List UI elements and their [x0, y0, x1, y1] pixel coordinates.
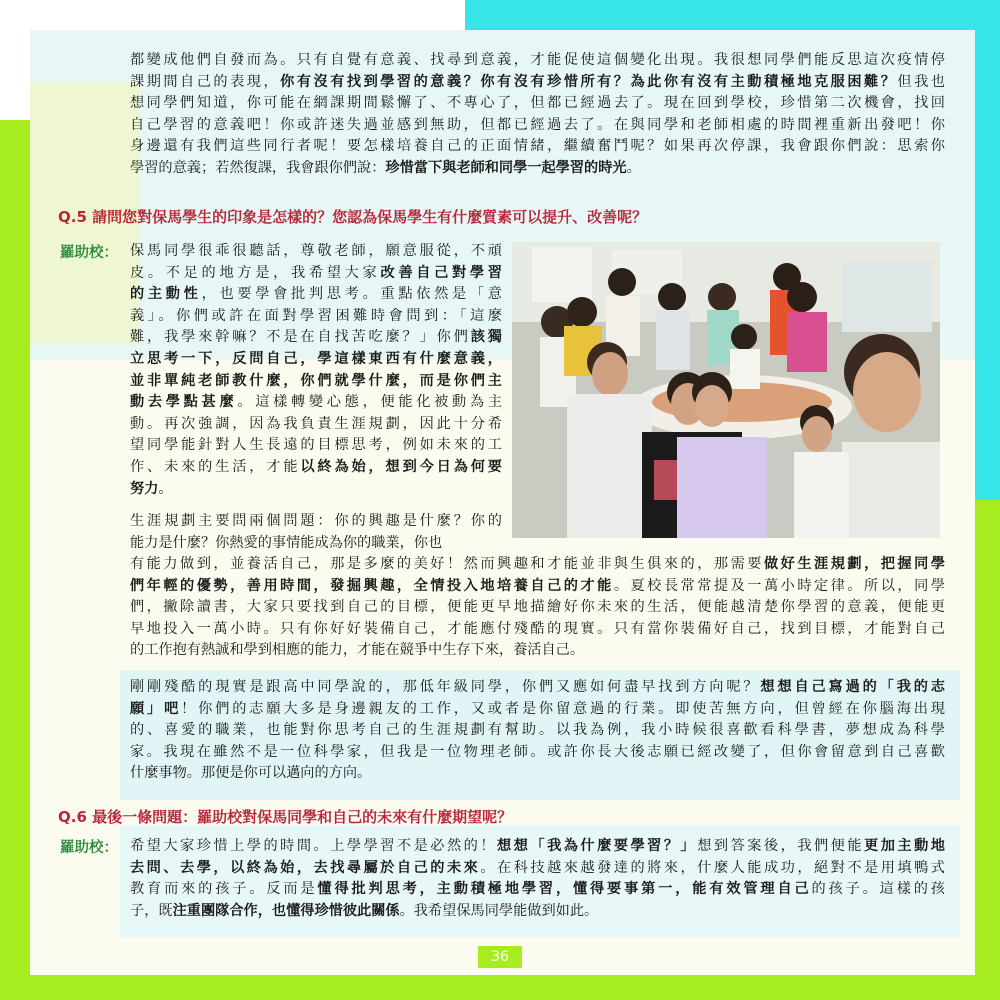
- text-line: [130, 136, 945, 158]
- text-line: [130, 619, 945, 641]
- text-line: [130, 879, 945, 901]
- bold-run: 做好生涯規劃，把握同學: [763, 556, 945, 572]
- text-run: 望同學能針對人生長遠的目標思考，例如未來的工: [130, 437, 502, 454]
- bold-run: 努力: [130, 480, 159, 497]
- accent-band-left: [0, 120, 30, 1000]
- text-run: 。: [158, 480, 173, 497]
- bold-run: 立思考一下，反問自己，學這樣東西有什麼意義，: [130, 350, 502, 367]
- text-run: 皮。不足的地方是，我希望大家: [130, 264, 381, 281]
- text-line: [130, 858, 945, 880]
- text-run: 家。我現在雖然不是一位科學家，但我是一位物理老師。或許你長大後志願已經改變了，但你會留意到自己喜歡: [130, 743, 945, 760]
- text-line: [130, 241, 502, 263]
- text-line: [130, 479, 502, 501]
- text-run: 能力是什麼？你熱愛的事情能成為你的職業，你也: [130, 534, 443, 551]
- text-line: [130, 371, 502, 393]
- bold-run: 更加主動地: [864, 838, 945, 854]
- bold-run: 你有沒有找到學習的意義？你有沒有珍惜所有？為此你有沒有主動積極地克服困難？: [280, 73, 898, 90]
- text-line: [130, 435, 502, 457]
- bold-run: 動去學點甚麼: [130, 394, 238, 411]
- text-run: ，也要學會批判思考。重點依然是「意: [201, 286, 502, 303]
- text-line: [130, 158, 945, 180]
- text-run: 身邊還有我們這些同行者呢！要怎樣培養自己的正面情緒，繼續奮鬥呢？如果再次停課，我會跟你們說：思索你: [130, 138, 945, 155]
- text-run: 作、未來的生活，才能: [130, 458, 301, 475]
- text-run: 們，撇除讀書，大家只要找到自己的目標，便能更早地描繪好你未來的生活，便能越清楚你學習的意義，便能更: [130, 599, 945, 616]
- text-line: [130, 263, 502, 285]
- text-run: 保馬同學很乖很聽話，尊敬老師，願意服從，不頑: [130, 243, 502, 259]
- text-run: 但我也: [897, 73, 945, 90]
- text-run: 的、喜愛的職業，也能對你思考自己的生涯規劃有幫助。以我為例，我小時候很喜歡看科學書，夢想成為科學: [130, 722, 945, 739]
- text-line: [130, 115, 945, 137]
- text-run: 都變成他們自發而為。只有自覺有意義、找尋到意義，才能促使這個變化出現。我很想同學們能反思這次疫情停: [130, 52, 945, 68]
- text-run: 。這樣轉變心態，便能化被動為主: [237, 394, 502, 411]
- bold-run: 想想自己寫過的「我的志: [760, 679, 945, 695]
- bold-run: 的主動性: [130, 286, 202, 303]
- text-line: [130, 576, 945, 598]
- text-run: 。我希望保馬同學能做到如此。: [399, 902, 599, 919]
- question-5: Q.5 請問您對保馬學生的印象是怎樣的？您認為保馬學生有什麼質素可以提升、改善呢？: [58, 208, 648, 226]
- bold-run: 注重團隊合作，也懂得珍惜彼此關係: [172, 902, 400, 919]
- bold-run: 珍惜當下與老師和同學一起學習的時光: [385, 159, 627, 176]
- q6-answer: [130, 836, 945, 922]
- text-line: [130, 50, 945, 72]
- text-run: 難，我學來幹嘛？不是在自找苦吃麼？」你們: [130, 329, 471, 346]
- text-line: [130, 699, 945, 721]
- accent-band-right-lime: [975, 500, 1000, 1000]
- text-run: 的孩子。這樣的孩: [811, 881, 945, 898]
- text-run: 的工作抱有熱誠和學到相應的能力，才能在競爭中生存下來，養活自己。: [130, 642, 585, 659]
- text-line: [130, 640, 945, 662]
- text-line: [130, 742, 945, 764]
- speaker-label-q5: 羅助校：: [60, 245, 118, 261]
- bold-run: 懂得批判思考，主動積極地學習，懂得要事第一，能有效管理自己: [317, 881, 812, 898]
- text-line: [130, 677, 945, 699]
- text-run: 自己學習的意義吧！你或許迷失過並感到無助，但都已經過去了。在與同學和老師相處的時間裡重新出發吧！你: [130, 116, 945, 133]
- text-run: 。: [626, 159, 641, 176]
- bold-run: 願」吧: [130, 700, 182, 717]
- text-line: [130, 349, 502, 371]
- text-line: [130, 901, 945, 923]
- text-line: [130, 554, 945, 576]
- text-line: [130, 763, 945, 785]
- question-6: Q.6 最後一條問題：羅助校對保馬同學和自己的未來有什麼期望呢？: [58, 808, 513, 826]
- text-line: [130, 306, 502, 328]
- text-line: [130, 836, 945, 858]
- text-line: [130, 93, 945, 115]
- bold-run: 並非單純老師教什麼，你們就學什麼，而是你們主: [130, 372, 502, 389]
- text-line: [130, 327, 502, 349]
- text-run: 什麼事物。那便是你可以邁向的方向。: [130, 765, 372, 782]
- text-run: 課期間自己的表現，: [130, 73, 281, 90]
- text-line: [130, 511, 502, 533]
- text-run: 義」。你們或許在面對學習困難時會問到：「這麼: [130, 307, 502, 324]
- bold-run: 們年輕的優勢，善用時間，發掘興趣，全情投入地培養自己的才能: [130, 577, 614, 594]
- bold-run: 以終為始，想到今日為何要: [300, 458, 502, 475]
- text-run: 生涯規劃主要問兩個問題：你的興趣是什麼？你的: [130, 513, 502, 529]
- text-run: 想同學們知道，你可能在網課期間鬆懈了、不專心了，但都已經過去了。現在回到學校，珍惜第二次機會，找回: [130, 95, 945, 112]
- text-run: ！你們的志願大多是身邊親友的工作，又或者是你留意過的行業。即使苦無方向，但曾經在你腦海出現: [181, 700, 945, 717]
- text-run: 有能力做到，並養活自己，那是多麼的美好！然而興趣和才能並非與生俱來的，那需要: [130, 556, 764, 572]
- bold-run: 該獨: [470, 329, 502, 346]
- accent-band-top: [465, 0, 1000, 30]
- text-run: 剛剛殘酷的現實是跟高中同學說的，那低年級同學，你們又應如何盡早找到方向呢？: [130, 679, 761, 695]
- text-line: [130, 597, 945, 619]
- text-line: [130, 284, 502, 306]
- text-run: 希望大家珍惜上學的時間。上學學習不是必然的！: [130, 838, 498, 854]
- bold-run: 改善自己對學習: [380, 264, 502, 281]
- text-run: 學習的意義；若然復課，我會跟你們說：: [130, 159, 386, 176]
- text-run: 。夏校長常常提及一萬小時定律。所以，同學: [613, 577, 945, 594]
- bold-run: 去問、去學，以終為始，去找尋屬於自己的未來: [130, 859, 481, 876]
- text-run: 早地投入一萬小時。只有你好好裝備自己，才能應付殘酷的現實。只有當你裝備好自己，找到目標，才能對自己: [130, 620, 945, 637]
- q5-answer-paragraph-2: [130, 677, 945, 785]
- q5-answer-narrow-2: [130, 511, 502, 554]
- text-line: [130, 533, 502, 555]
- text-run: 子，既: [130, 902, 173, 919]
- q5-answer-wide: [130, 554, 945, 662]
- group-photo: [512, 242, 940, 538]
- text-line: [130, 392, 502, 414]
- intro-paragraph: [130, 50, 945, 180]
- page-number: 36: [478, 946, 522, 968]
- bold-run: 想想「我為什麼要學習？」: [497, 838, 698, 854]
- text-line: [130, 72, 945, 94]
- speaker-label-q6: 羅助校：: [60, 840, 118, 856]
- text-run: 動。再次強調，因為我負責生涯規劃，因此十分希: [130, 415, 502, 432]
- text-line: [130, 414, 502, 436]
- text-run: 教育而來的孩子。反而是: [130, 881, 318, 898]
- text-line: [130, 720, 945, 742]
- text-line: [130, 457, 502, 479]
- text-run: 想到答案後，我們便能: [697, 838, 865, 854]
- text-run: 。在科技越來越發達的將來，什麼人能成功，絕對不是用填鴨式: [480, 859, 945, 876]
- accent-band-bottom: [0, 975, 1000, 1000]
- q5-answer-narrow: [130, 241, 502, 500]
